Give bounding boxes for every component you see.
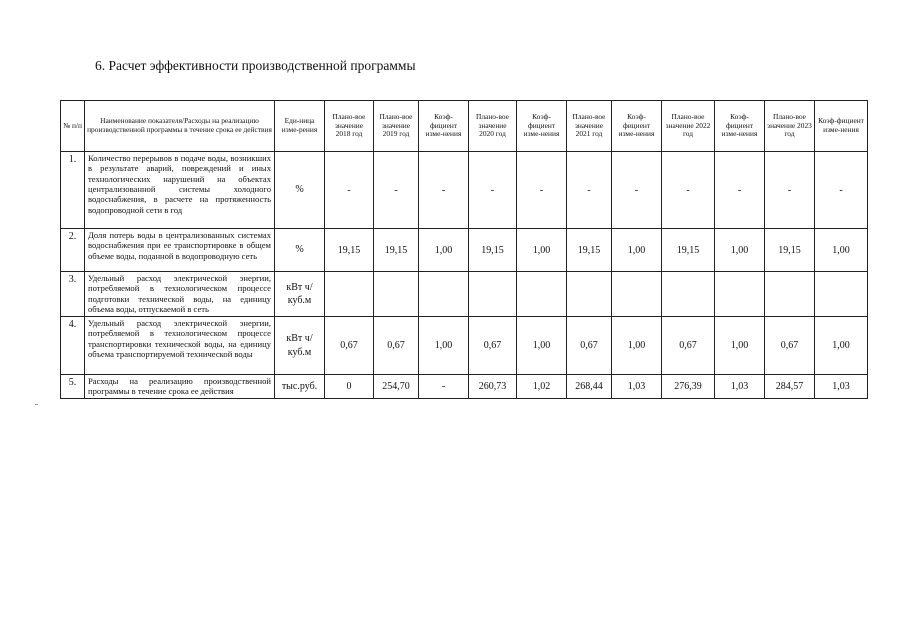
value-cell: [469, 272, 517, 317]
value-cell: 268,44: [567, 375, 612, 399]
value-cell: [325, 272, 374, 317]
table-row: [61, 375, 868, 399]
row-number: 5.: [61, 375, 85, 399]
indicator-name: Доля потерь воды в централизованных системах водоснабжения при ее транспортировке в общем объеме воды, поданной в водопроводную сеть: [85, 229, 275, 272]
header-cell: № п/п: [61, 101, 85, 152]
value-cell: [419, 272, 469, 317]
value-cell: 1,00: [419, 317, 469, 375]
value-cell: 1,00: [612, 317, 662, 375]
value-cell: [612, 272, 662, 317]
table-row: [61, 152, 868, 229]
value-cell: [517, 272, 567, 317]
value-cell: 19,15: [765, 229, 815, 272]
value-cell: -: [715, 152, 765, 229]
value-cell: 1,00: [715, 229, 765, 272]
value-cell: 1,00: [815, 229, 868, 272]
scan-artifact: [35, 404, 38, 405]
row-number: 3.: [61, 272, 85, 317]
value-cell: -: [469, 152, 517, 229]
value-cell: 19,15: [567, 229, 612, 272]
page-title: 6. Расчет эффективности производственной программы: [95, 58, 416, 73]
unit-cell: %: [275, 152, 325, 229]
value-cell: 1,03: [612, 375, 662, 399]
value-cell: 1,03: [815, 375, 868, 399]
value-cell: -: [765, 152, 815, 229]
value-cell: -: [662, 152, 715, 229]
value-cell: 0,67: [469, 317, 517, 375]
table-row: [61, 272, 868, 317]
value-cell: 1,03: [715, 375, 765, 399]
value-cell: 1,00: [715, 317, 765, 375]
header-cell: Наименование показателя/Расходы на реализацию производственной программы в течение срока ее действия: [85, 101, 275, 152]
value-cell: -: [419, 375, 469, 399]
value-cell: -: [419, 152, 469, 229]
efficiency-table: [60, 100, 868, 399]
value-cell: 284,57: [765, 375, 815, 399]
value-cell: 1,00: [419, 229, 469, 272]
row-number: 2.: [61, 229, 85, 272]
header-cell: Плано-вое значение 2020 год: [469, 101, 517, 152]
value-cell: 1,00: [612, 229, 662, 272]
header-cell: Плано-вое значение 2018 год: [325, 101, 374, 152]
unit-cell: кВт ч/куб.м: [275, 272, 325, 317]
value-cell: -: [612, 152, 662, 229]
unit-cell: %: [275, 229, 325, 272]
value-cell: [567, 272, 612, 317]
header-cell: Плано-вое значение 2023 год: [765, 101, 815, 152]
header-cell: Коэф-фициент изме-нения: [815, 101, 868, 152]
value-cell: [765, 272, 815, 317]
value-cell: 0,67: [662, 317, 715, 375]
header-cell: Коэф-фициент изме-нения: [715, 101, 765, 152]
value-cell: 19,15: [469, 229, 517, 272]
value-cell: [715, 272, 765, 317]
value-cell: [662, 272, 715, 317]
value-cell: 0,67: [567, 317, 612, 375]
value-cell: 0,67: [325, 317, 374, 375]
value-cell: [815, 272, 868, 317]
indicator-name: Расходы на реализацию производственной программы в течение срока ее действия: [85, 375, 275, 399]
indicator-name: Количество перерывов в подаче воды, возникших в результате аварий, повреждений и иных технологических нарушений на объектах централизованной системы холодного водоснабжения, в расчете на протяженность водопроводной сети в год: [85, 152, 275, 229]
value-cell: 1,02: [517, 375, 567, 399]
value-cell: 1,00: [815, 317, 868, 375]
value-cell: 19,15: [374, 229, 419, 272]
unit-cell: кВт ч/куб.м: [275, 317, 325, 375]
header-cell: Плано-вое значение 2022 год: [662, 101, 715, 152]
header-cell: Коэф-фициент изме-нения: [517, 101, 567, 152]
value-cell: -: [517, 152, 567, 229]
header-cell: Плано-вое значение 2019 год: [374, 101, 419, 152]
header-cell: Плано-вое значение 2021 год: [567, 101, 612, 152]
value-cell: 260,73: [469, 375, 517, 399]
value-cell: 0,67: [374, 317, 419, 375]
value-cell: -: [567, 152, 612, 229]
row-number: 4.: [61, 317, 85, 375]
row-number: 1.: [61, 152, 85, 229]
unit-cell: тыс.руб.: [275, 375, 325, 399]
table-row: [61, 229, 868, 272]
value-cell: 1,00: [517, 229, 567, 272]
header-cell: Еди-ница изме-рения: [275, 101, 325, 152]
indicator-name: Удельный расход электрической энергии, потребляемой в технологическом процессе транспортировки технической воды, на единицу объема транспортируемой технической воды: [85, 317, 275, 375]
value-cell: -: [815, 152, 868, 229]
value-cell: 276,39: [662, 375, 715, 399]
table-header-row: [61, 101, 868, 152]
value-cell: 19,15: [325, 229, 374, 272]
value-cell: [374, 272, 419, 317]
value-cell: 0,67: [765, 317, 815, 375]
value-cell: 254,70: [374, 375, 419, 399]
value-cell: 0: [325, 375, 374, 399]
header-cell: Коэф-фициент изме-нения: [612, 101, 662, 152]
table-row: [61, 317, 868, 375]
value-cell: -: [325, 152, 374, 229]
indicator-name: Удельный расход электрической энергии, потребляемой в технологическом процессе подготовки технической воды, на единицу объема воды, отпускаемой в сеть: [85, 272, 275, 317]
value-cell: -: [374, 152, 419, 229]
value-cell: 1,00: [517, 317, 567, 375]
header-cell: Коэф-фициент изме-нения: [419, 101, 469, 152]
value-cell: 19,15: [662, 229, 715, 272]
